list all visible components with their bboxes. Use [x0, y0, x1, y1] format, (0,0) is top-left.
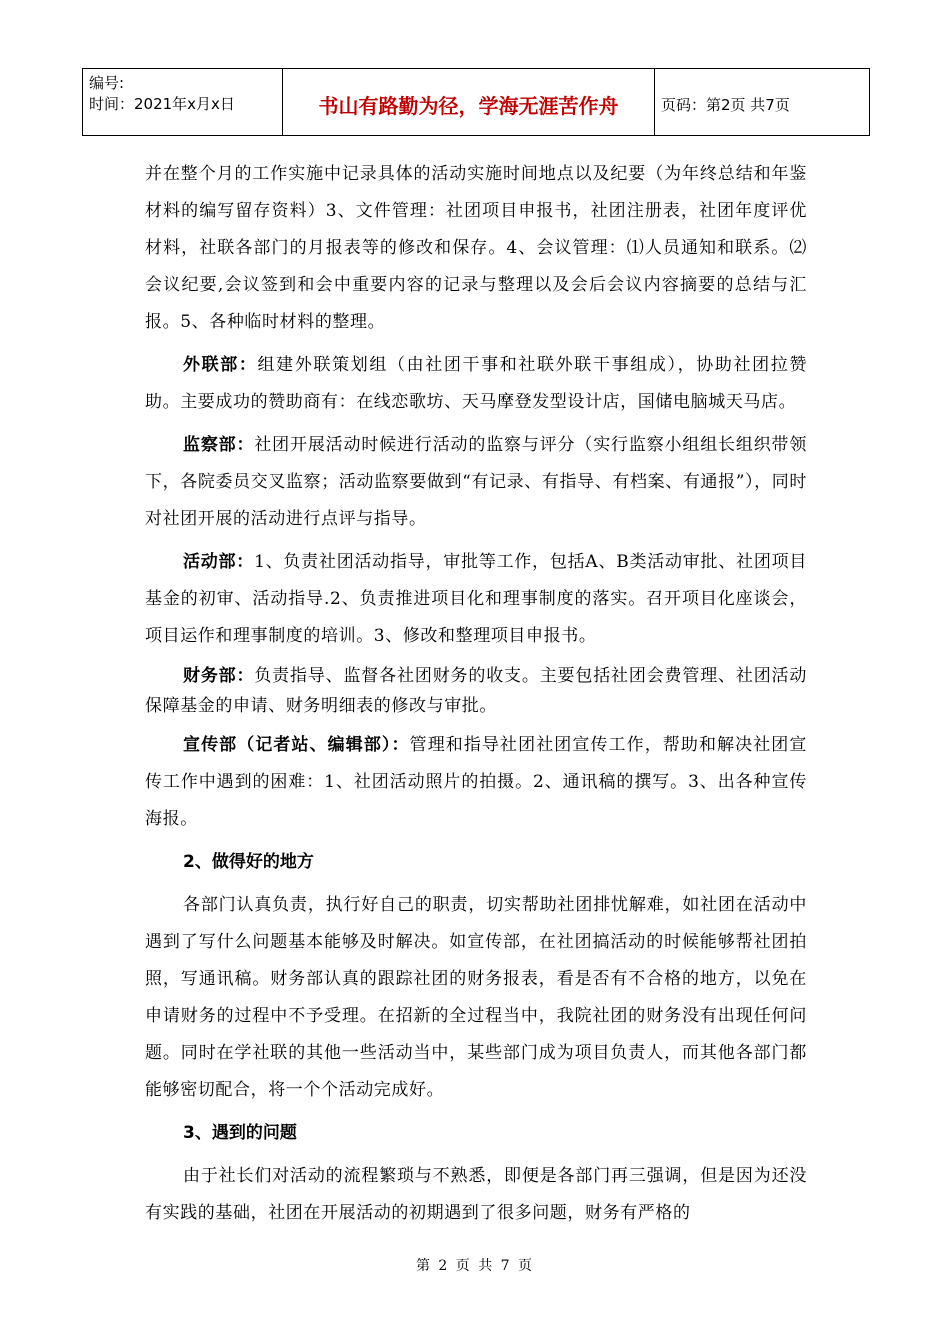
header-left-cell [83, 69, 283, 135]
paragraph-office-duties: 并在整个月的工作实施中记录具体的活动实施时间地点以及纪要（为年终总结和年鉴材料的编写留存资料）3、文件管理：社团项目申报书，社团注册表，社团年度评优材料，社联各部门的月报表等的修改和保存。4、会议管理：⑴人员通知和联系。⑵会议纪要,会议签到和会中重要内容的记录与整理以及会后会议内容摘要的总结与汇报。5、各种临时材料的整理。 [145, 164, 807, 332]
paragraph-jiancha [145, 427, 807, 538]
paragraph-huodong [145, 544, 807, 655]
motto: 书山有路勤为径，学海无涯苦作舟 [283, 69, 655, 135]
dept-text-waili: 组建外联策划组（由社团干事和社联外联干事组成），协助社团拉赞助。主要成功的赞助商有：在线恋歌坊、天马摩登发型设计店，国储电脑城天马店。 [145, 355, 808, 412]
section-title-problems: 3、遇到的问题 [183, 1123, 297, 1143]
section-title-strengths: 2、做得好的地方 [183, 852, 314, 872]
dept-label-xuanchuan: 宣传部（记者站、编辑部）： [183, 735, 410, 755]
dept-label-huodong: 活动部： [183, 552, 255, 572]
paragraph-problems: 由于社长们对活动的流程繁琐与不熟悉，即便是各部门再三强调，但是因为还没有实践的基础，社团在开展活动的初期遇到了很多问题，财务有严格的 [145, 1166, 807, 1223]
dept-text-huodong: 1、负责社团活动指导，审批等工作，包括A、B类活动审批、社团项目基金的初审、活动指导.2、负责推进项目化和理事制度的落实。召开项目化座谈会，项目运作和理事制度的培训。3、修改和整理项目申报书。 [145, 552, 807, 646]
document-body [145, 156, 807, 1238]
header-table [82, 68, 870, 136]
dept-label-jiancha: 监察部： [183, 435, 255, 455]
page-footer: 第 2 页 共 7 页 [415, 1258, 535, 1274]
paragraph-waili [145, 347, 807, 421]
doc-number-label: 编号: [89, 74, 125, 92]
dept-label-waili: 外联部： [183, 355, 258, 375]
paragraph-strengths: 各部门认真负责，执行好自己的职责，切实帮助社团排忧解难，如社团在活动中遇到了写什么问题基本能够及时解决。如宣传部，在社团搞活动的时候能够帮社团拍照，写通讯稿。财务部认真的跟踪社团的财务报表，看是否有不合格的地方，以免在申请财务的过程中不予受理。在招新的全过程当中，我院社团的财务没有出现任何问题。同时在学社联的其他一些活动当中，某些部门成为项目负责人，而其他各部门都能够密切配合，将一个个活动完成好。 [145, 895, 807, 1100]
dept-text-xuanchuan: 管理和指导社团社团宣传工作，帮助和解决社团宣传工作中遇到的困难：1、社团活动照片的拍摄。2、通讯稿的撰写。3、出各种宣传海报。 [145, 735, 807, 829]
page-info: 页码：第2页 共7页 [661, 95, 790, 114]
dept-label-caiwu: 财务部： [183, 666, 255, 686]
paragraph-caiwu [145, 661, 807, 721]
dept-text-jiancha: 社团开展活动时候进行活动的监察与评分（实行监察小组组长组织带领下，各院委员交叉监察；活动监察要做到“有记录、有指导、有档案、有通报”），同时对社团开展的活动进行点评与指导。 [145, 435, 807, 529]
paragraph-xuanchuan [145, 727, 807, 838]
dept-text-caiwu: 负责指导、监督各社团财务的收支。主要包括社团会费管理、社团活动保障基金的申请、财务明细表的修改与审批。 [145, 666, 807, 716]
date-label: 时间：2021年x月x日 [89, 95, 235, 113]
